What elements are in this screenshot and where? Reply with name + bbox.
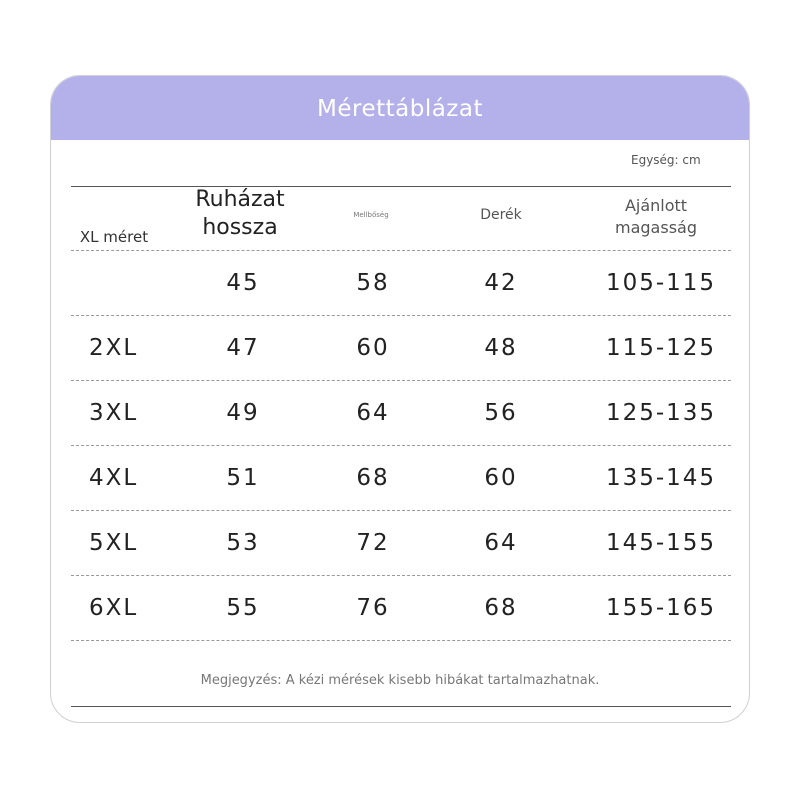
column-header-length: Ruházat hossza: [195, 187, 285, 240]
cell-size: 6XL: [89, 595, 139, 621]
row-divider: [71, 575, 731, 576]
cell-chest: 72: [356, 530, 390, 556]
cell-waist: 56: [484, 400, 518, 426]
cell-length: 47: [226, 335, 260, 361]
cell-waist: 64: [484, 530, 518, 556]
measurement-note: Megjegyzés: A kézi mérések kisebb hibákat tartalmazhatnak.: [200, 673, 600, 688]
size-chart-title: Mérettáblázat: [317, 96, 483, 122]
row-divider: [71, 640, 731, 641]
size-chart-header: [51, 76, 749, 140]
cell-height: 155-165: [605, 595, 717, 621]
row-divider: [71, 250, 731, 251]
column-header-chest: Mellbőség: [353, 211, 389, 219]
cell-length: 49: [226, 400, 260, 426]
cell-chest: 64: [356, 400, 390, 426]
table-top-rule: [71, 186, 731, 187]
cell-height: 115-125: [605, 335, 717, 361]
cell-length: 53: [226, 530, 260, 556]
cell-size: 3XL: [89, 400, 139, 426]
cell-height: 145-155: [605, 530, 717, 556]
cell-length: 55: [226, 595, 260, 621]
cell-height: 125-135: [605, 400, 717, 426]
cell-height: 135-145: [605, 465, 717, 491]
cell-waist: 60: [484, 465, 518, 491]
cell-chest: 60: [356, 335, 390, 361]
column-header-height: Ajánlott magasság: [615, 196, 697, 237]
cell-size: 5XL: [89, 530, 139, 556]
row-divider: [71, 380, 731, 381]
size-chart-card: [50, 75, 750, 723]
column-header-waist: Derék: [480, 207, 522, 223]
row-divider: [71, 510, 731, 511]
row-divider: [71, 445, 731, 446]
cell-size: 4XL: [89, 465, 139, 491]
cell-length: 51: [226, 465, 260, 491]
cell-chest: 76: [356, 595, 390, 621]
unit-label: Egység: cm: [631, 153, 701, 167]
cell-waist: 42: [484, 270, 518, 296]
cell-height: 105-115: [605, 270, 717, 296]
cell-size: 2XL: [89, 335, 139, 361]
column-header-size: XL méret: [79, 228, 149, 246]
cell-length: 45: [226, 270, 260, 296]
table-bottom-rule: [71, 706, 731, 707]
cell-waist: 68: [484, 595, 518, 621]
row-divider: [71, 315, 731, 316]
cell-chest: 68: [356, 465, 390, 491]
cell-size: [89, 251, 169, 315]
cell-chest: 58: [356, 270, 390, 296]
cell-waist: 48: [484, 335, 518, 361]
